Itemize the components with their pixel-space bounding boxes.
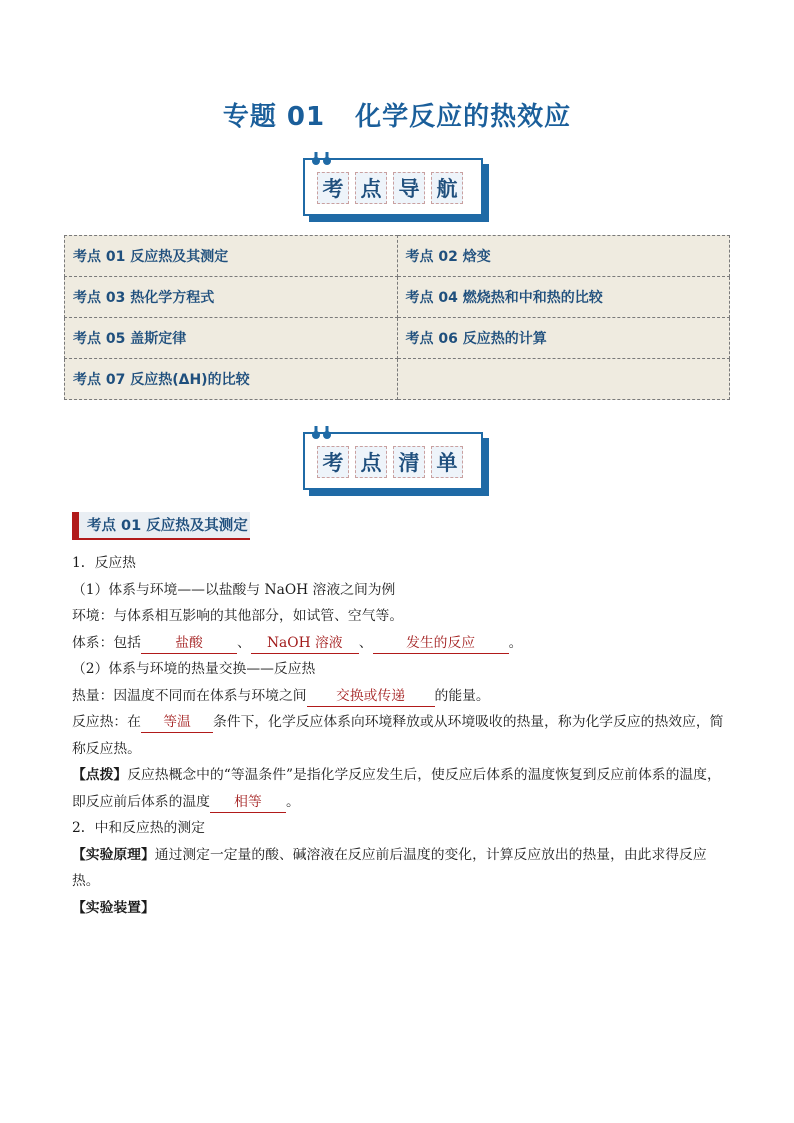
title-topic-number: 专题 01 — [222, 102, 326, 132]
fill-blank-answer: 盐酸 — [141, 633, 237, 654]
binder-rings-icon — [309, 426, 339, 442]
nav-cell — [397, 359, 730, 400]
list-badge-char: 考 — [317, 446, 349, 478]
table-row — [65, 318, 730, 359]
nav-cell: 考点 01 反应热及其测定 — [65, 236, 398, 277]
device-tag: 【实验装置】 — [72, 899, 155, 916]
tip-tag: 【点拨】 — [72, 767, 128, 783]
reaction-heat-definition: 反应热：在 等温 条件下，化学反应体系向环境释放或从环境吸收的热量，称为化学反应的热效应，简称反应热。 — [72, 714, 724, 757]
fill-blank-answer: NaOH 溶液 — [251, 633, 359, 654]
page-title — [0, 96, 794, 133]
nav-cell: 考点 07 反应热(ΔH)的比较 — [65, 359, 398, 400]
system-definition: 体系：包括 盐酸 、 NaOH 溶液 、 发生的反应 。 — [72, 630, 732, 657]
section-heading: 考点 01 反应热及其测定 — [72, 512, 250, 540]
nav-cell: 考点 02 焓变 — [397, 236, 730, 277]
principle-paragraph: 【实验原理】通过测定一定量的酸、碱溶液在反应前后温度的变化，计算反应放出的热量，由此求得反应热。 — [72, 846, 707, 889]
fill-blank-answer: 交换或传递 — [307, 686, 435, 707]
list-badge — [303, 432, 483, 490]
table-row — [65, 236, 730, 277]
nav-badge-char: 航 — [431, 172, 463, 204]
table-row — [65, 277, 730, 318]
nav-badge-char: 考 — [317, 172, 349, 204]
principle-tag: 【实验原理】 — [72, 846, 155, 863]
sub-heading-heat-exchange: （2）体系与环境的热量交换——反应热 — [72, 661, 316, 677]
binder-rings-icon — [309, 152, 339, 168]
nav-badge-char: 导 — [393, 172, 425, 204]
heading-neutralization-measurement: 2．中和反应热的测定 — [72, 820, 205, 836]
device-paragraph — [72, 895, 732, 922]
fill-blank-answer: 相等 — [210, 792, 286, 813]
fill-blank-answer: 等温 — [141, 712, 213, 733]
table-row — [65, 359, 730, 400]
sub-heading-system-environment: （1）体系与环境——以盐酸与 NaOH 溶液之间为例 — [72, 581, 396, 598]
fill-blank-answer: 发生的反应 — [373, 633, 509, 654]
title-topic-name: 化学反应的热效应 — [355, 102, 572, 132]
list-badge-char: 点 — [355, 446, 387, 478]
nav-cell: 考点 06 反应热的计算 — [397, 318, 730, 359]
nav-cell: 考点 03 热化学方程式 — [65, 277, 398, 318]
nav-cell: 考点 04 燃烧热和中和热的比较 — [397, 277, 730, 318]
nav-cell: 考点 05 盖斯定律 — [65, 318, 398, 359]
tip-paragraph: 【点拨】反应热概念中的“等温条件”是指化学反应发生后，使反应后体系的温度恢复到反应前体系的温度，即反应前后体系的温度 相等 。 — [72, 762, 732, 815]
nav-badge — [303, 158, 483, 216]
list-badge-char: 清 — [393, 446, 425, 478]
heading-reaction-heat: 1．反应热 — [72, 555, 136, 571]
environment-definition: 环境：与体系相互影响的其他部分，如试管、空气等。 — [72, 608, 404, 624]
list-badge-char: 单 — [431, 446, 463, 478]
topic-navigation-table — [64, 235, 730, 400]
content-body — [72, 550, 732, 921]
nav-badge-char: 点 — [355, 172, 387, 204]
heat-definition: 热量：因温度不同而在体系与环境之间 交换或传递 的能量。 — [72, 683, 732, 710]
